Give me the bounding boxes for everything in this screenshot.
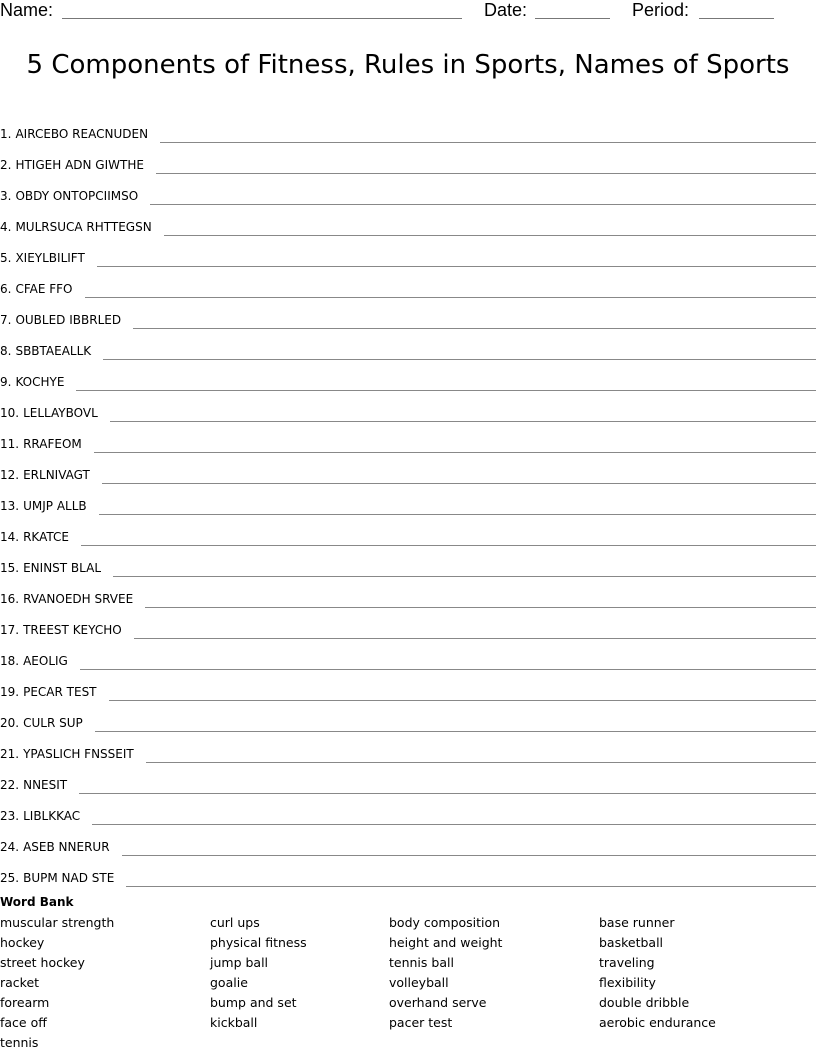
answer-line[interactable]	[97, 266, 816, 267]
date-field[interactable]	[535, 18, 610, 19]
date-label: Date:	[484, 0, 527, 20]
answer-line[interactable]	[134, 638, 816, 639]
answer-line[interactable]	[164, 235, 816, 236]
word-bank-item: pacer test	[389, 1013, 502, 1033]
answer-line[interactable]	[110, 421, 816, 422]
puzzle-number: 15.	[0, 559, 19, 577]
answer-line[interactable]	[145, 607, 816, 608]
word-bank	[0, 893, 816, 1061]
worksheet-header	[0, 0, 816, 24]
word-bank-item: street hockey	[0, 953, 114, 973]
word-bank-item: physical fitness	[210, 933, 307, 953]
word-bank-column	[0, 913, 114, 1053]
puzzle-number: 17.	[0, 621, 19, 639]
scrambled-word: RRAFEOM	[23, 435, 82, 453]
scrambled-word: UMJP ALLB	[23, 497, 87, 515]
word-bank-column	[599, 913, 716, 1033]
puzzle-row	[0, 329, 816, 360]
scrambled-word: ERLNIVAGT	[23, 466, 90, 484]
puzzle-number: 4.	[0, 218, 11, 236]
answer-line[interactable]	[156, 173, 816, 174]
puzzle-row	[0, 825, 816, 856]
scrambled-word: PECAR TEST	[23, 683, 96, 701]
answer-line[interactable]	[109, 700, 816, 701]
puzzle-number: 24.	[0, 838, 19, 856]
puzzle-row	[0, 267, 816, 298]
word-bank-item: base runner	[599, 913, 716, 933]
puzzle-number: 22.	[0, 776, 19, 794]
scrambled-word: TREEST KEYCHO	[23, 621, 122, 639]
word-bank-item: goalie	[210, 973, 307, 993]
scrambled-word: MULRSUCA RHTTEGSN	[15, 218, 151, 236]
word-bank-columns	[0, 911, 816, 1061]
word-bank-item: face off	[0, 1013, 114, 1033]
answer-line[interactable]	[92, 824, 816, 825]
scrambled-word: NNESIT	[23, 776, 67, 794]
puzzle-row	[0, 701, 816, 732]
scrambled-word: XIEYLBILIFT	[15, 249, 84, 267]
puzzle-number: 5.	[0, 249, 11, 267]
answer-line[interactable]	[94, 452, 816, 453]
scrambled-word: RKATCE	[23, 528, 69, 546]
scrambled-word: CFAE FFO	[15, 280, 72, 298]
puzzle-number: 2.	[0, 156, 11, 174]
scrambled-word: OUBLED IBBRLED	[15, 311, 121, 329]
answer-line[interactable]	[79, 793, 816, 794]
puzzle-row	[0, 577, 816, 608]
answer-line[interactable]	[80, 669, 816, 670]
word-bank-item: basketball	[599, 933, 716, 953]
puzzle-number: 20.	[0, 714, 19, 732]
word-bank-item: aerobic endurance	[599, 1013, 716, 1033]
puzzle-number: 19.	[0, 683, 19, 701]
answer-line[interactable]	[85, 297, 816, 298]
puzzle-number: 10.	[0, 404, 19, 422]
puzzle-row	[0, 391, 816, 422]
word-bank-item: hockey	[0, 933, 114, 953]
answer-line[interactable]	[113, 576, 816, 577]
word-bank-item: tennis	[0, 1033, 114, 1053]
scrambled-word: OBDY ONTOPCIIMSO	[15, 187, 138, 205]
word-bank-item: racket	[0, 973, 114, 993]
answer-line[interactable]	[150, 204, 816, 205]
puzzle-list	[0, 112, 816, 887]
puzzle-row	[0, 143, 816, 174]
puzzle-number: 1.	[0, 125, 11, 143]
word-bank-item: kickball	[210, 1013, 307, 1033]
puzzle-row	[0, 112, 816, 143]
answer-line[interactable]	[103, 359, 816, 360]
word-bank-item: overhand serve	[389, 993, 502, 1013]
puzzle-number: 25.	[0, 869, 19, 887]
word-bank-item: curl ups	[210, 913, 307, 933]
puzzle-number: 12.	[0, 466, 19, 484]
word-bank-item: flexibility	[599, 973, 716, 993]
answer-line[interactable]	[76, 390, 816, 391]
puzzle-row	[0, 484, 816, 515]
puzzle-number: 18.	[0, 652, 19, 670]
scrambled-word: AIRCEBO REACNUDEN	[15, 125, 148, 143]
answer-line[interactable]	[81, 545, 816, 546]
word-bank-item: bump and set	[210, 993, 307, 1013]
puzzle-number: 16.	[0, 590, 19, 608]
scrambled-word: ASEB NNERUR	[23, 838, 109, 856]
puzzle-row	[0, 639, 816, 670]
puzzle-row	[0, 670, 816, 701]
puzzle-row	[0, 236, 816, 267]
word-bank-item: forearm	[0, 993, 114, 1013]
puzzle-number: 9.	[0, 373, 11, 391]
puzzle-row	[0, 360, 816, 391]
scrambled-word: LELLAYBOVL	[23, 404, 98, 422]
scrambled-word: AEOLIG	[23, 652, 68, 670]
word-bank-item: muscular strength	[0, 913, 114, 933]
scrambled-word: CULR SUP	[23, 714, 83, 732]
puzzle-row	[0, 794, 816, 825]
answer-line[interactable]	[102, 483, 816, 484]
puzzle-row	[0, 422, 816, 453]
puzzle-row	[0, 546, 816, 577]
word-bank-item: jump ball	[210, 953, 307, 973]
word-bank-column	[210, 913, 307, 1033]
scrambled-word: HTIGEH ADN GIWTHE	[15, 156, 144, 174]
scrambled-word: LIBLKKAC	[23, 807, 80, 825]
word-bank-item: height and weight	[389, 933, 502, 953]
period-field[interactable]	[699, 18, 774, 19]
answer-line[interactable]	[122, 855, 816, 856]
word-bank-column	[389, 913, 502, 1033]
puzzle-row	[0, 298, 816, 329]
puzzle-row	[0, 453, 816, 484]
puzzle-row	[0, 174, 816, 205]
puzzle-row	[0, 205, 816, 236]
puzzle-number: 23.	[0, 807, 19, 825]
puzzle-row	[0, 763, 816, 794]
scrambled-word: RVANOEDH SRVEE	[23, 590, 133, 608]
puzzle-number: 14.	[0, 528, 19, 546]
word-bank-item: volleyball	[389, 973, 502, 993]
scrambled-word: BUPM NAD STE	[23, 869, 114, 887]
name-label: Name:	[0, 0, 53, 20]
answer-line[interactable]	[99, 514, 816, 515]
puzzle-number: 21.	[0, 745, 19, 763]
puzzle-row	[0, 856, 816, 887]
puzzle-row	[0, 732, 816, 763]
puzzle-row	[0, 608, 816, 639]
word-bank-item: body composition	[389, 913, 502, 933]
scrambled-word: YPASLICH FNSSEIT	[23, 745, 134, 763]
scrambled-word: ENINST BLAL	[23, 559, 101, 577]
puzzle-number: 3.	[0, 187, 11, 205]
puzzle-row	[0, 515, 816, 546]
answer-line[interactable]	[126, 886, 816, 887]
puzzle-number: 8.	[0, 342, 11, 360]
word-bank-title: Word Bank	[0, 893, 816, 911]
answer-line[interactable]	[95, 731, 816, 732]
scrambled-word: KOCHYE	[15, 373, 64, 391]
period-label: Period:	[632, 0, 689, 20]
page-title: 5 Components of Fitness, Rules in Sports, Names of Sports	[0, 48, 816, 82]
word-bank-item: double dribble	[599, 993, 716, 1013]
answer-line[interactable]	[133, 328, 816, 329]
answer-line[interactable]	[160, 142, 816, 143]
word-bank-item: tennis ball	[389, 953, 502, 973]
puzzle-number: 13.	[0, 497, 19, 515]
word-bank-item: traveling	[599, 953, 716, 973]
puzzle-number: 6.	[0, 280, 11, 298]
name-field[interactable]	[62, 18, 462, 19]
scrambled-word: SBBTAEALLK	[15, 342, 91, 360]
puzzle-number: 7.	[0, 311, 11, 329]
puzzle-number: 11.	[0, 435, 19, 453]
answer-line[interactable]	[146, 762, 816, 763]
